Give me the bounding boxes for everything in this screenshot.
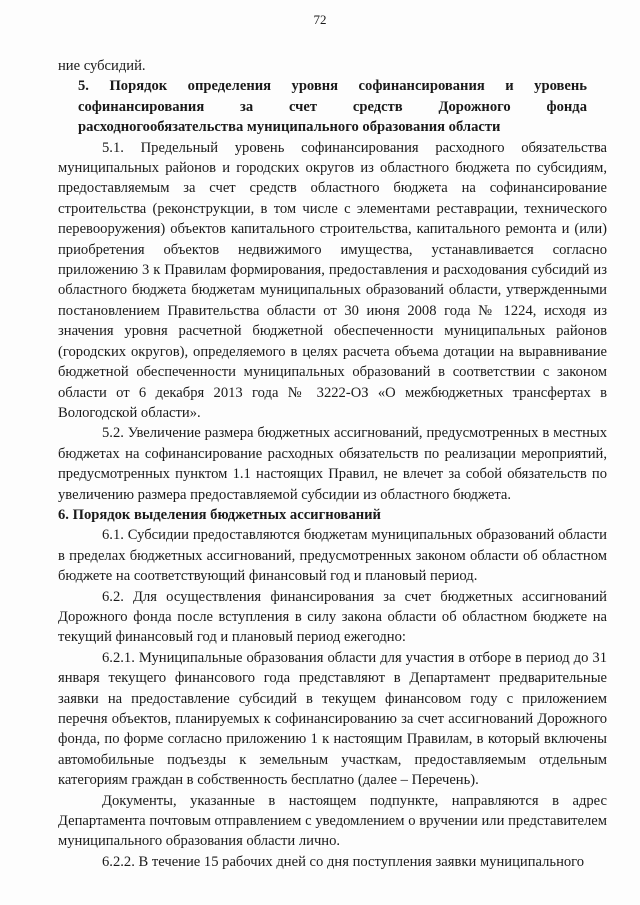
opening-line: ние субсидий. <box>58 58 146 74</box>
paragraph-6-2: 6.2. Для осуществления финансирования за счет бюджетных ассигнований Дорожного фонда после вступления в силу закона области об областном бюджете на текущий финансовый год и плановый период ежегодно: <box>58 588 607 646</box>
page-number: 72 <box>313 12 327 27</box>
section-5-heading: 5. Порядок определения уровня софинансирования и уровень софинансирования за счет средств Дорожного фонда расходногообязательства муниципального образования области <box>78 78 587 136</box>
paragraph-documents: Документы, указанные в настоящем подпункте, направляются в адрес Департамента почтовым отправлением с уведомлением о вручении или представителем муниципального образования области лично. <box>58 792 607 850</box>
paragraph-6-2-2: 6.2.2. В течение 15 рабочих дней со дня поступления заявки муниципального <box>102 853 585 870</box>
paragraph-5-2: 5.2. Увеличение размера бюджетных ассигнований, предусмотренных в местных бюджетах на софинансирование расходных обязательств по реализации мероприятий, предусмотренных пунктом 1.1 настоящих Правил, не влечет за собой обязательств по увеличению размера предоставляемой субсидии из областного бюджета. <box>58 425 607 503</box>
paragraph-5-1: 5.1. Предельный уровень софинансирования расходного обязательства муниципальных районов и городских округов из областного бюджета по субсидиям, предоставляемым за счет средств областного бюджета на софинансирование строительства (реконструкции, в том числе с элементами реставрации, технического перевооружения) объектов капитального строительства, капитального ремонта и (или) приобретения объектов недвижимого имущества, устанавливается согласно приложению 3 к Правилам формирования, предоставления и расходования субсидий из областного бюджета бюджетам муниципальных образований области, утвержденными постановлением Правительства области от 30 июня 2008 года № 1224, исходя из значения уровня расчетной бюджетной обеспеченности муниципальных районов (городских округов), определяемого в целях расчета объема дотации на выравнивание бюджетной обеспеченности муниципальных образований в соответствии с законом области от 6 декабря 2013 года № 3222-ОЗ «О межбюджетных трансфертах в Вологодской области». <box>58 139 607 421</box>
paragraph-6-2-1: 6.2.1. Муниципальные образования области для участия в отборе в период до 31 января текущего финансового года представляют в Департамент предварительные заявки на предоставление субсидий в текущем финансовом году с приложением перечня объектов, планируемых к софинансированию за счет ассигнований Дорожного фонда, по форме согласно приложению 1 к настоящим Правилам, в который включены автомобильные подъезды к земельным участкам, предоставляемым отдельным категориям граждан в собственность бесплатно (далее – Перечень). <box>58 649 607 789</box>
paragraph-6-1: 6.1. Субсидии предоставляются бюджетам муниципальных образований области в пределах бюджетных ассигнований, предусмотренных законом области об областном бюджете на соответствующий финансовый год и плановый период. <box>58 527 607 585</box>
document-body <box>58 56 607 872</box>
section-6-heading: 6. Порядок выделения бюджетных ассигнований <box>58 506 381 523</box>
